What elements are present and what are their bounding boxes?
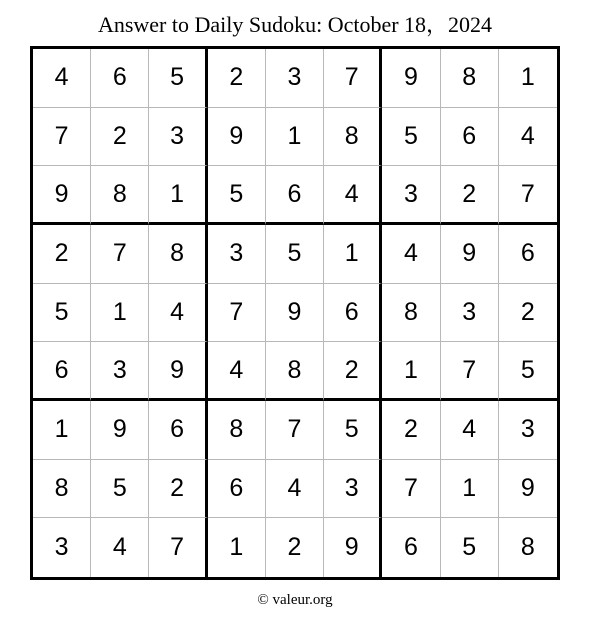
sudoku-cell-r7-c8: 4 (441, 401, 499, 460)
sudoku-cell-r6-c2: 3 (91, 342, 149, 401)
sudoku-cell-r2-c9: 4 (499, 108, 557, 167)
sudoku-cell-r8-c4: 6 (208, 460, 266, 519)
sudoku-cell-r4-c2: 7 (91, 225, 149, 284)
sudoku-cell-r3-c2: 8 (91, 166, 149, 225)
sudoku-cell-r2-c1: 7 (33, 108, 91, 167)
sudoku-cell-r5-c5: 9 (266, 284, 324, 343)
sudoku-cell-r2-c5: 1 (266, 108, 324, 167)
sudoku-cell-r2-c6: 8 (324, 108, 382, 167)
sudoku-cell-r6-c9: 5 (499, 342, 557, 401)
sudoku-cell-r2-c7: 5 (382, 108, 440, 167)
sudoku-cell-r5-c3: 4 (149, 284, 207, 343)
sudoku-cell-r8-c7: 7 (382, 460, 440, 519)
copyright-footer: © valeur.org (257, 592, 333, 608)
sudoku-cell-r7-c6: 5 (324, 401, 382, 460)
sudoku-cell-r7-c1: 1 (33, 401, 91, 460)
sudoku-cell-r7-c7: 2 (382, 401, 440, 460)
sudoku-cell-r6-c6: 2 (324, 342, 382, 401)
sudoku-cell-r8-c5: 4 (266, 460, 324, 519)
sudoku-cell-r4-c9: 6 (499, 225, 557, 284)
sudoku-cell-r9-c4: 1 (208, 518, 266, 577)
sudoku-cell-r4-c5: 5 (266, 225, 324, 284)
sudoku-cell-r1-c7: 9 (382, 49, 440, 108)
sudoku-cell-r9-c8: 5 (441, 518, 499, 577)
sudoku-cell-r9-c2: 4 (91, 518, 149, 577)
sudoku-cell-r9-c7: 6 (382, 518, 440, 577)
sudoku-cell-r2-c8: 6 (441, 108, 499, 167)
sudoku-cell-r3-c3: 1 (149, 166, 207, 225)
sudoku-cell-r3-c6: 4 (324, 166, 382, 225)
sudoku-cell-r6-c8: 7 (441, 342, 499, 401)
sudoku-cell-r8-c8: 1 (441, 460, 499, 519)
sudoku-cell-r5-c4: 7 (208, 284, 266, 343)
sudoku-cell-r8-c1: 8 (33, 460, 91, 519)
sudoku-cell-r6-c4: 4 (208, 342, 266, 401)
sudoku-cell-r1-c8: 8 (441, 49, 499, 108)
sudoku-cell-r9-c5: 2 (266, 518, 324, 577)
sudoku-cell-r8-c6: 3 (324, 460, 382, 519)
sudoku-cell-r3-c8: 2 (441, 166, 499, 225)
sudoku-cell-r5-c2: 1 (91, 284, 149, 343)
sudoku-cell-r6-c5: 8 (266, 342, 324, 401)
sudoku-cell-r4-c1: 2 (33, 225, 91, 284)
sudoku-cell-r8-c9: 9 (499, 460, 557, 519)
sudoku-cell-r1-c6: 7 (324, 49, 382, 108)
sudoku-cell-r1-c9: 1 (499, 49, 557, 108)
sudoku-cell-r5-c1: 5 (33, 284, 91, 343)
sudoku-cell-r3-c7: 3 (382, 166, 440, 225)
sudoku-cell-r9-c9: 8 (520, 533, 535, 562)
sudoku-cell-r3-c4: 5 (208, 166, 266, 225)
sudoku-cell-r4-c3: 8 (149, 225, 207, 284)
sudoku-cell-r9-c1: 3 (33, 518, 91, 577)
sudoku-cell-r7-c4: 8 (208, 401, 266, 460)
sudoku-cell-r2-c3: 3 (149, 108, 207, 167)
sudoku-cell-r6-c3: 9 (149, 342, 207, 401)
sudoku-cell-r4-c6: 1 (324, 225, 382, 284)
sudoku-cell-r4-c4: 3 (208, 225, 266, 284)
sudoku-cell-r7-c5: 7 (266, 401, 324, 460)
sudoku-cell-r5-c8: 3 (441, 284, 499, 343)
sudoku-cell-r7-c3: 6 (149, 401, 207, 460)
page-title: Answer to Daily Sudoku: October 18，2024 (97, 12, 493, 37)
sudoku-cell-r4-c8: 9 (441, 225, 499, 284)
sudoku-cell-r1-c2: 6 (91, 49, 149, 108)
sudoku-cell-r1-c3: 5 (149, 49, 207, 108)
sudoku-cell-r5-c6: 6 (324, 284, 382, 343)
sudoku-board (30, 46, 560, 580)
sudoku-cell-r3-c9: 7 (499, 166, 557, 225)
sudoku-cell-r6-c7: 1 (382, 342, 440, 401)
sudoku-cell-r9-c3: 7 (149, 518, 207, 577)
sudoku-cell-r3-c1: 9 (33, 166, 91, 225)
sudoku-cell-r5-c7: 8 (382, 284, 440, 343)
sudoku-cell-r2-c4: 9 (208, 108, 266, 167)
sudoku-cell-r6-c1: 6 (33, 342, 91, 401)
sudoku-cell-r7-c9: 3 (499, 401, 557, 460)
sudoku-cell-r8-c2: 5 (91, 460, 149, 519)
sudoku-cell-r3-c5: 6 (266, 166, 324, 225)
sudoku-cell-r2-c2: 2 (91, 108, 149, 167)
sudoku-cell-r5-c9: 2 (499, 284, 557, 343)
sudoku-cell-r1-c4: 2 (208, 49, 266, 108)
sudoku-cell-r8-c3: 2 (149, 460, 207, 519)
sudoku-cell-r7-c2: 9 (91, 401, 149, 460)
sudoku-cell-r4-c7: 4 (382, 225, 440, 284)
sudoku-cell-r1-c5: 3 (266, 49, 324, 108)
sudoku-cell-r9-c6: 9 (324, 518, 382, 577)
sudoku-cell-r1-c1: 4 (33, 49, 91, 108)
